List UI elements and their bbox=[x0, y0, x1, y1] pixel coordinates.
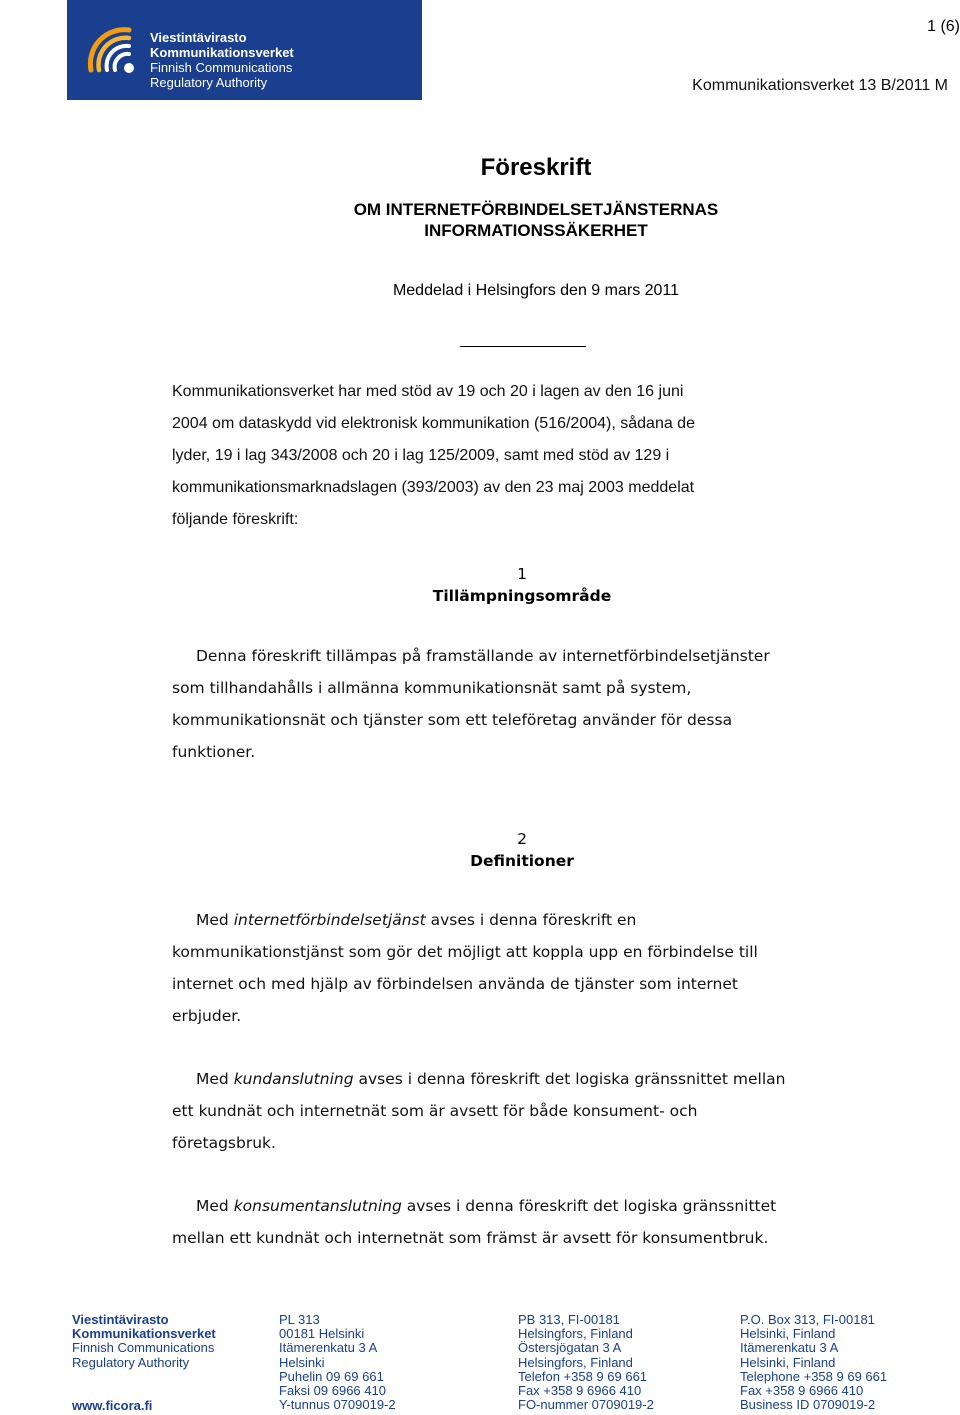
footer-line: Helsinki, Finland bbox=[740, 1354, 836, 1370]
defined-term: kundanslutning bbox=[233, 1070, 354, 1088]
footer-line: Östersjögatan 3 A bbox=[518, 1340, 622, 1356]
logo-line: Finnish Communications bbox=[150, 60, 293, 75]
section-number: 1 bbox=[517, 565, 527, 583]
footer-english-address bbox=[740, 1313, 887, 1412]
definition-lead: Med bbox=[196, 911, 234, 929]
footer-line: Finnish Communications bbox=[72, 1340, 215, 1356]
footer-line: Helsingfors, Finland bbox=[518, 1326, 633, 1342]
footer-line: Puhelin 09 69 661 bbox=[279, 1368, 384, 1384]
intro-line: lyder, 19 i lag 343/2008 och 20 i lag 125/2009, samt med stöd av 129 i bbox=[172, 447, 670, 464]
footer-line: PB 313, FI-00181 bbox=[518, 1312, 620, 1327]
defined-term: internetförbindelsetjänst bbox=[233, 911, 426, 929]
footer-line: P.O. Box 313, FI-00181 bbox=[740, 1312, 875, 1327]
definition-rest: avses i denna föreskrift det logiska gränssnittet mellan bbox=[353, 1070, 786, 1088]
footer-line: Helsinki bbox=[279, 1354, 325, 1370]
intro-paragraph bbox=[172, 376, 892, 536]
subtitle-line: INFORMATIONSSÄKERHET bbox=[424, 221, 648, 240]
definition-paragraph bbox=[172, 1190, 892, 1254]
footer-line: Business ID 0709019-2 bbox=[740, 1397, 876, 1413]
footer-line: Helsinki, Finland bbox=[740, 1326, 836, 1342]
footer-line: Fax +358 9 6966 410 bbox=[518, 1383, 642, 1399]
paragraph-line: företagsbruk. bbox=[172, 1134, 276, 1152]
footer-line: PL 313 bbox=[279, 1312, 320, 1327]
logo-line: Viestintävirasto bbox=[150, 30, 247, 45]
footer-line: Kommunikationsverket bbox=[72, 1326, 216, 1342]
section-number: 2 bbox=[517, 830, 527, 848]
footer-line: Helsingfors, Finland bbox=[518, 1354, 633, 1370]
section-1-heading bbox=[172, 563, 872, 607]
footer-line: FO-nummer 0709019-2 bbox=[518, 1397, 654, 1413]
footer-finnish-address bbox=[279, 1313, 396, 1412]
definition-lead: Med bbox=[196, 1070, 234, 1088]
footer-line: Y-tunnus 0709019-2 bbox=[279, 1397, 396, 1413]
document-title: Föreskrift bbox=[480, 154, 592, 181]
intro-line: 2004 om dataskydd vid elektronisk kommunikation (516/2004), sådana de bbox=[172, 415, 695, 432]
ficora-emblem-icon bbox=[81, 20, 143, 82]
footer-line: Itämerenkatu 3 A bbox=[740, 1340, 839, 1356]
document-subtitle bbox=[56, 199, 960, 241]
footer-line: Faksi 09 6966 410 bbox=[279, 1383, 386, 1399]
document-reference: Kommunikationsverket 13 B/2011 M bbox=[692, 77, 948, 94]
paragraph-line: som tillhandahålls i allmänna kommunikationsnät samt på system, bbox=[172, 679, 692, 697]
section-title: Tillämpningsområde bbox=[432, 587, 612, 605]
paragraph-line: funktioner. bbox=[172, 743, 256, 761]
paragraph-line bbox=[172, 1190, 892, 1222]
page-number: 1 (6) bbox=[927, 18, 960, 35]
subtitle-line: OM INTERNETFÖRBINDELSETJÄNSTERNAS bbox=[353, 200, 719, 219]
section-2-heading bbox=[172, 828, 872, 872]
definition-rest: avses i denna föreskrift det logiska gränssnittet bbox=[401, 1197, 777, 1215]
logo-line: Kommunikationsverket bbox=[150, 45, 294, 60]
definition-rest: avses i denna föreskrift en bbox=[425, 911, 637, 929]
definition-paragraph bbox=[172, 904, 892, 1032]
footer-line: Fax +358 9 6966 410 bbox=[740, 1383, 864, 1399]
footer-line: Telefon +358 9 69 661 bbox=[518, 1368, 648, 1384]
footer-line: Telephone +358 9 69 661 bbox=[740, 1368, 888, 1384]
logo-wordmark bbox=[150, 30, 294, 90]
footer-line: Itämerenkatu 3 A bbox=[279, 1340, 378, 1356]
footer-line: Regulatory Authority bbox=[72, 1354, 190, 1370]
separator-rule bbox=[460, 346, 586, 347]
paragraph-line: ett kundnät och internetnät som är avsett för både konsument- och bbox=[172, 1102, 698, 1120]
paragraph-line: erbjuder. bbox=[172, 1007, 242, 1025]
paragraph-line bbox=[172, 904, 892, 936]
section-title: Definitioner bbox=[470, 852, 574, 870]
paragraph-line: kommunikationsnät och tjänster som ett teleföretag använder för dessa bbox=[172, 711, 733, 729]
defined-term: konsumentanslutning bbox=[233, 1197, 402, 1215]
ficora-logo bbox=[67, 0, 422, 100]
footer-line: 00181 Helsinki bbox=[279, 1326, 365, 1342]
paragraph-line: mellan ett kundnät och internetnät som främst är avsett för konsumentbruk. bbox=[172, 1229, 769, 1247]
paragraph-line bbox=[172, 1063, 892, 1095]
footer-line: Viestintävirasto bbox=[72, 1312, 169, 1327]
intro-line: följande föreskrift: bbox=[172, 511, 299, 528]
definition-paragraph bbox=[172, 1063, 892, 1159]
paragraph-line: internet och med hjälp av förbindelsen använda de tjänster som internet bbox=[172, 975, 738, 993]
intro-line: Kommunikationsverket har med stöd av 19 och 20 i lagen av den 16 juni bbox=[172, 383, 684, 400]
intro-line: kommunikationsmarknadslagen (393/2003) av den 23 maj 2003 meddelat bbox=[172, 479, 695, 496]
paragraph-line: Denna föreskrift tillämpas på framställande av internetförbindelsetjänster bbox=[196, 647, 770, 665]
footer-swedish-address bbox=[518, 1313, 654, 1412]
section-1-paragraph bbox=[172, 640, 892, 768]
definition-lead: Med bbox=[196, 1197, 234, 1215]
paragraph-line: kommunikationstjänst som gör det möjligt att koppla upp en förbindelse till bbox=[172, 943, 758, 961]
logo-line: Regulatory Authority bbox=[150, 75, 268, 90]
issued-date: Meddelad i Helsingfors den 9 mars 2011 bbox=[392, 282, 680, 299]
website-link[interactable]: www.ficora.fi bbox=[72, 1398, 153, 1413]
footer-agency bbox=[72, 1313, 262, 1413]
